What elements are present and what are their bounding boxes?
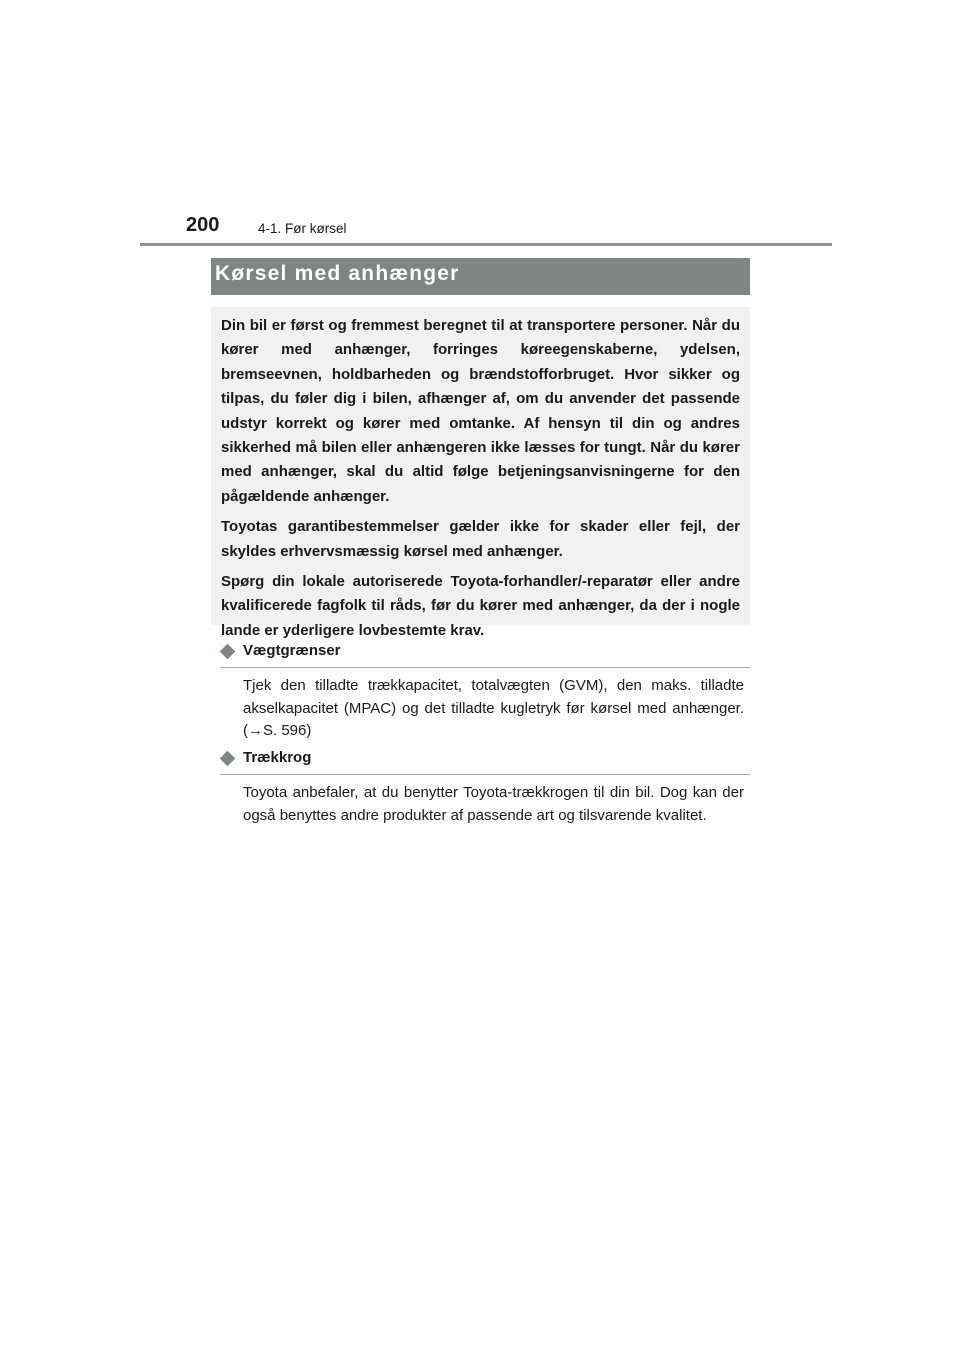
- intro-paragraph: Toyotas garantibestemmelser gælder ikke for skader eller fejl, der skyldes erhvervsmæssig kørsel med anhænger.: [221, 518, 740, 560]
- page-number: 200: [186, 214, 220, 236]
- body-paragraph-tow-hitch: Toyota anbefaler, at du benytter Toyota-trækkrogen til din bil. Dog kan der også benyttes andre produkter af passende art og tilsvarende kvalitet.: [243, 784, 744, 824]
- subheading-text: Trækkrog: [243, 749, 312, 766]
- page-title: Kørsel med anhænger: [215, 262, 460, 285]
- diamond-bullet-icon: [220, 751, 236, 767]
- intro-paragraph: Spørg din lokale autoriserede Toyota-forhandler/-reparatør eller andre kvalificerede fagfolk til råds, før du kører med anhænger, da der i nogle lande er yderligere lovbestemte krav.: [221, 573, 740, 639]
- body-paragraph-weight-limits: Tjek den tilladte trækkapacitet, totalvægten (GVM), den maks. tilladte akselkapacitet (MPAC) og det tilladte kugletryk før kørsel med anhænger. (→S. 596): [243, 677, 744, 739]
- subheading-weight-limits: [220, 641, 750, 668]
- intro-box: [211, 307, 750, 639]
- header-divider: [140, 243, 832, 246]
- section-label: 4-1. Før kørsel: [258, 221, 347, 236]
- subheading-text: Vægtgrænser: [243, 642, 341, 659]
- subheading-tow-hitch: [220, 748, 750, 775]
- page-header: [0, 0, 960, 250]
- diamond-bullet-icon: [220, 644, 236, 660]
- intro-paragraph: Din bil er først og fremmest beregnet til at transportere personer. Når du kører med anhænger, forringes køreegenskaberne, ydelsen, bremseevnen, holdbarheden og brændstofforbruget. Hvor sikker og tilpas, du føler dig i bilen, afhænger af, om du anvender det passende udstyr korrekt og kører med omtanke. Af hensyn til din og andres sikkerhed må bilen eller anhængeren ikke læsses for tungt. Når du kører med anhænger, skal du altid følge betjeningsanvisningerne for den pågældende anhænger.: [221, 317, 740, 505]
- section-title-bar: [211, 258, 750, 295]
